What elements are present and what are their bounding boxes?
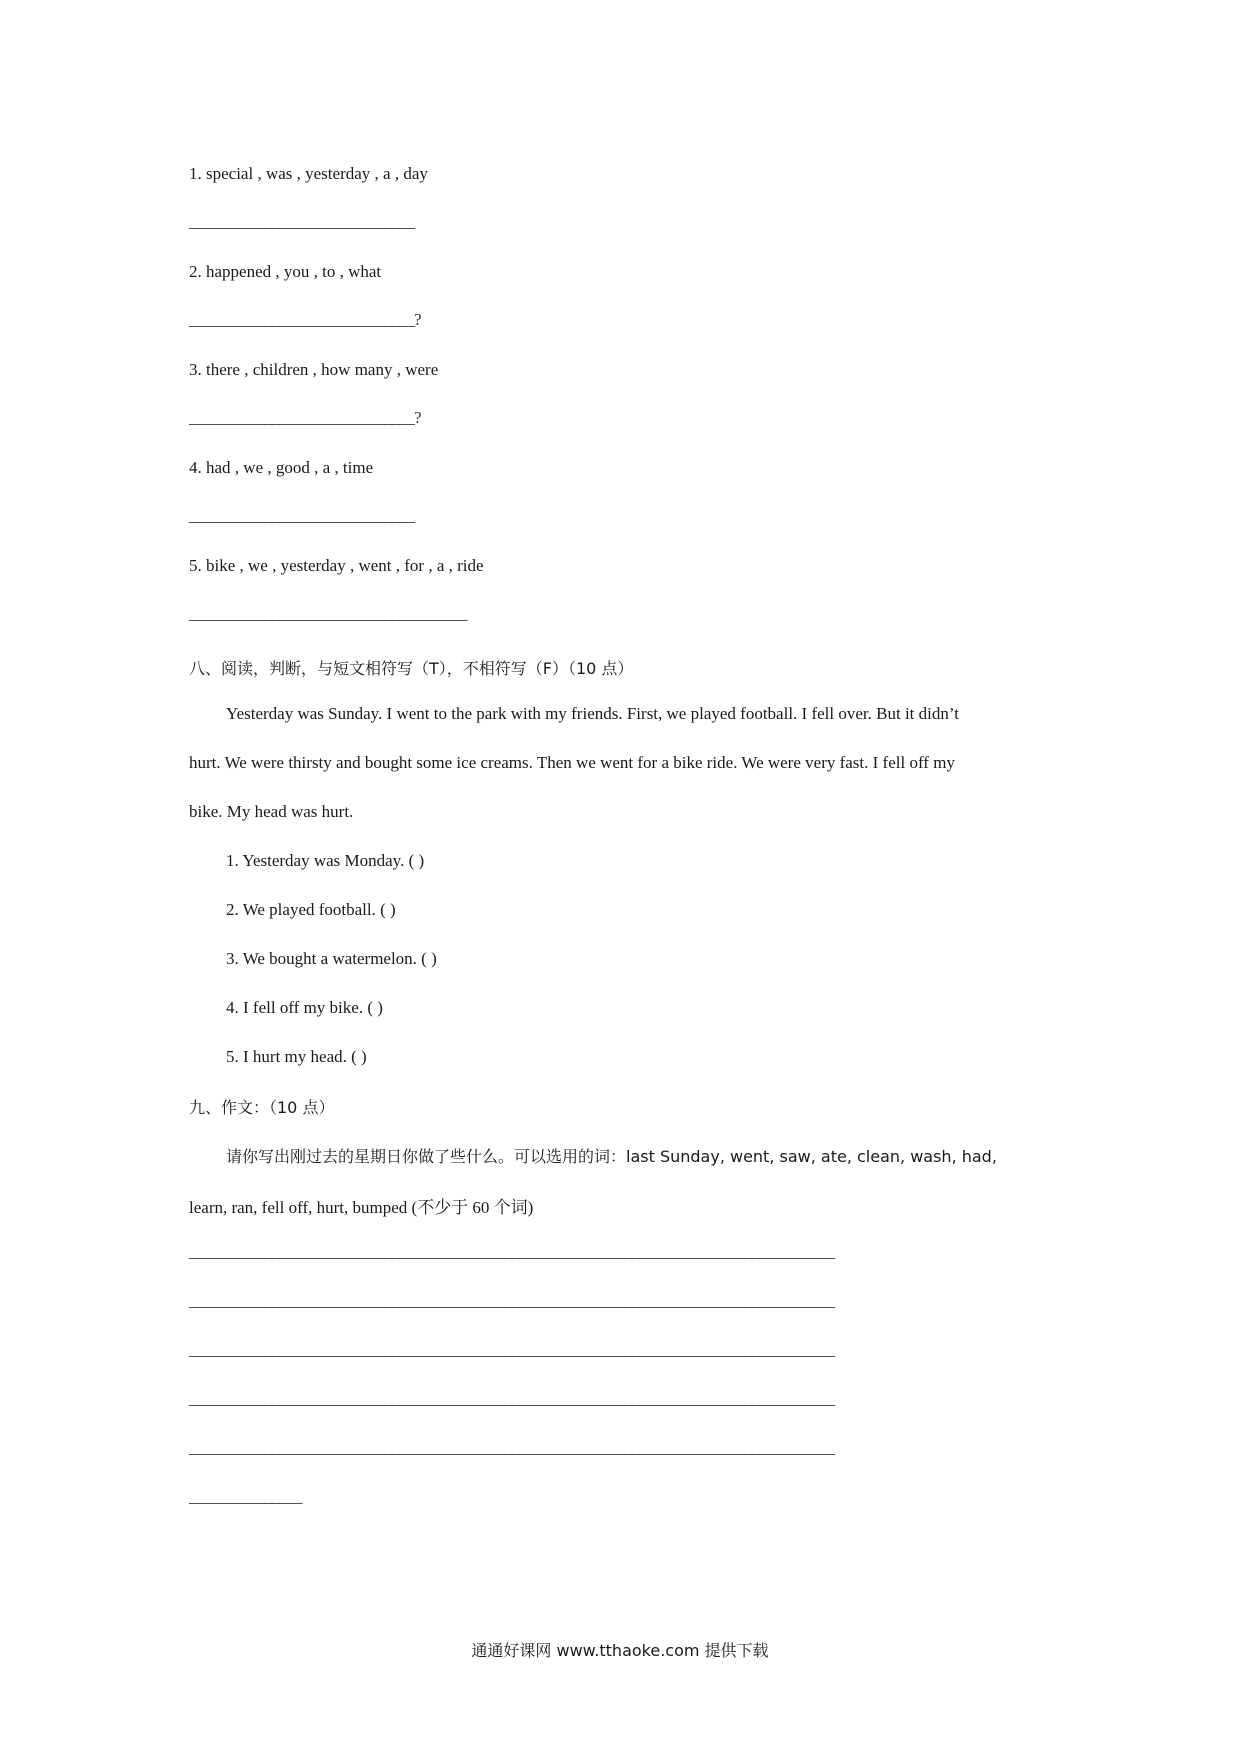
- reading-passage-line-1: Yesterday was Sunday. I went to the park with my friends. First, we played football. I fell over. But it didn’t: [226, 704, 959, 723]
- writing-line-2[interactable]: ______________________________________________________________________________________: [189, 1291, 834, 1310]
- answer-blank: ______________________________: [189, 212, 414, 231]
- exercise-item-5-words: 5. bike , we , yesterday , went , for , a , ride: [189, 556, 484, 575]
- writing-line-4[interactable]: ______________________________________________________________________________________: [189, 1389, 834, 1408]
- exercise-item-5-answer-line[interactable]: [189, 604, 467, 624]
- exercise-item-4-answer-line[interactable]: [189, 506, 414, 526]
- writing-line-6[interactable]: _______________: [189, 1487, 302, 1506]
- true-false-question-3[interactable]: 3. We bought a watermelon. ( ): [226, 949, 437, 968]
- exercise-item-3-words: 3. there , children , how many , were: [189, 360, 439, 379]
- answer-end-mark: ?: [414, 310, 421, 329]
- composition-prompt-line-1: 请你写出刚过去的星期日你做了些什么。可以选用的词：last Sunday, went, saw, ate, clean, wash, had,: [226, 1147, 997, 1166]
- exercise-item-1-answer-line[interactable]: [189, 212, 414, 232]
- page-footer: 通通好课网 www.tthaoke.com 提供下载: [471, 1641, 769, 1660]
- answer-blank: ______________________________: [189, 506, 414, 525]
- answer-blank: ______________________________: [189, 310, 414, 329]
- exercise-item-4-words: 4. had , we , good , a , time: [189, 458, 374, 477]
- writing-line-1[interactable]: ______________________________________________________________________________________: [189, 1242, 834, 1261]
- true-false-question-5[interactable]: 5. I hurt my head. ( ): [226, 1047, 367, 1066]
- answer-end-mark: ?: [414, 408, 421, 427]
- section-9-heading: 九、作文：（10 点）: [189, 1098, 335, 1117]
- exercise-item-3-answer-line[interactable]: [189, 408, 421, 428]
- composition-prompt-line-2: learn, ran, fell off, hurt, bumped (不少于 60 个词): [189, 1198, 534, 1217]
- writing-line-3[interactable]: ______________________________________________________________________________________: [189, 1340, 834, 1359]
- answer-blank: _____________________________________: [189, 604, 467, 623]
- writing-line-5[interactable]: ______________________________________________________________________________________: [189, 1438, 834, 1457]
- true-false-question-4[interactable]: 4. I fell off my bike. ( ): [226, 998, 383, 1017]
- true-false-question-2[interactable]: 2. We played football. ( ): [226, 900, 396, 919]
- reading-passage-line-3: bike. My head was hurt.: [189, 802, 354, 821]
- true-false-question-1[interactable]: 1. Yesterday was Monday. ( ): [226, 851, 425, 870]
- section-8-heading: 八、阅读，判断，与短文相符写（T），不相符写（F）（10 点）: [189, 659, 634, 678]
- answer-blank: ______________________________: [189, 408, 414, 427]
- exercise-item-2-answer-line[interactable]: [189, 310, 421, 330]
- reading-passage-line-2: hurt. We were thirsty and bought some ice creams. Then we went for a bike ride. We were very fast. I fell off my: [189, 753, 955, 772]
- exercise-item-2-words: 2. happened , you , to , what: [189, 262, 382, 281]
- exercise-item-1-words: 1. special , was , yesterday , a , day: [189, 164, 428, 183]
